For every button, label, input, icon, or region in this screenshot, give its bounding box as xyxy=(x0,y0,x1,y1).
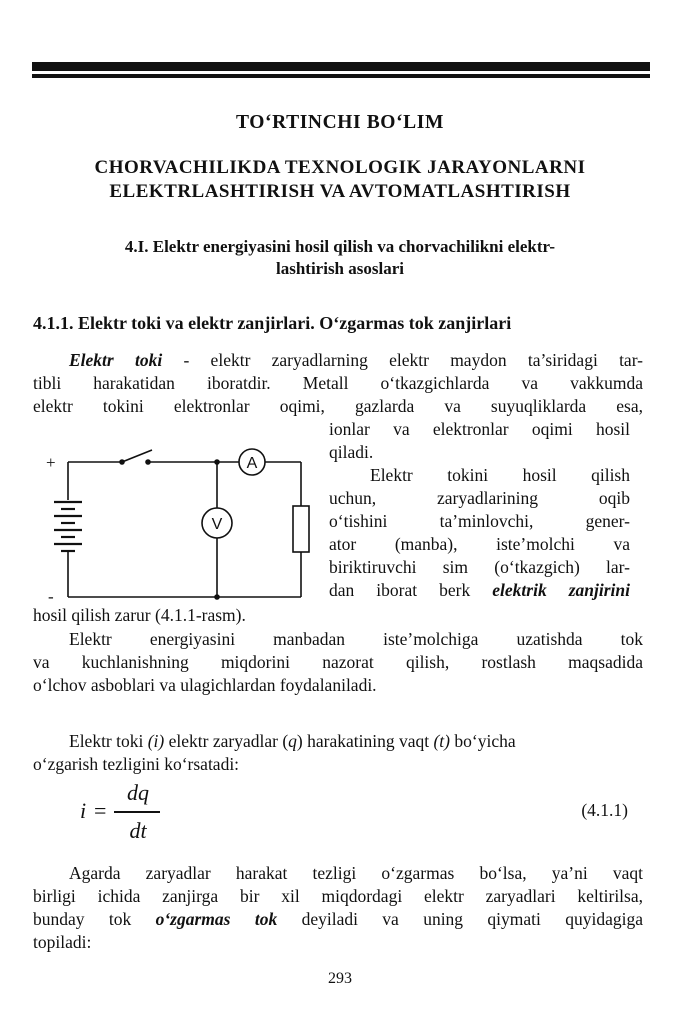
p2-line-7: hosil qilish zarur (4.1.1-rasm). xyxy=(33,605,246,625)
p1-line-3: elektr tokini elektronlar oqimi, gazlarda va suyuqliklarda esa, xyxy=(33,396,643,416)
term-elektr-toki: Elektr toki xyxy=(69,350,163,370)
p2-line-5: biriktiruvchi sim (o‘tkazgich) lar- xyxy=(329,557,630,577)
battery-cells xyxy=(54,502,82,551)
formula-equals: = xyxy=(94,798,107,823)
chapter-title xyxy=(30,156,650,204)
plus-terminal-label: + xyxy=(46,453,56,472)
p5-line-3 xyxy=(33,908,643,930)
p4-symbol-i: (i) xyxy=(147,731,165,751)
formula-numerator: dq xyxy=(127,780,149,805)
p4-text-e: ) harakatining vaqt xyxy=(296,731,434,751)
p3-line-2: va kuchlanishning miqdorini nazorat qilish, rostlash maqsadida xyxy=(33,652,643,672)
p4-text-c: elektr zaryadlar ( xyxy=(164,731,289,751)
p1-line-1-text: - elektr zaryadlarning elektr maydon ta’siridagi tar- xyxy=(162,350,644,370)
section-heading xyxy=(40,236,640,280)
formula-lhs: i xyxy=(80,798,87,823)
p1-line-1 xyxy=(33,349,643,371)
circuit-diagram xyxy=(44,440,324,615)
p4-text-g: bo‘yicha xyxy=(450,731,516,751)
section-heading-line-2: lashtirish asoslari xyxy=(276,259,404,278)
p2-line-1: Elektr tokini hosil qilish xyxy=(370,465,630,485)
p5-line-2: birligi ichida zanjirga bir xil miqdordagi elektr zaryadlari keltirilsa, xyxy=(33,886,643,906)
p4-line-2: o‘zgarish tezligini ko‘rsatadi: xyxy=(33,754,240,774)
p5-line-3-text-a: bunday tok xyxy=(33,909,156,929)
section-heading-line-1: 4.I. Elektr energiyasini hosil qilish va chorvachilikni elektr- xyxy=(124,237,556,256)
p4-symbol-q: q xyxy=(288,731,297,751)
p1-line-5: qiladi. xyxy=(329,442,374,462)
p5-line-1 xyxy=(33,862,643,884)
p2-line-2: uchun, zaryadlarining oqib xyxy=(329,488,630,508)
subsection-heading: 4.1.1. Elektr toki va elektr zanjirlari. O‘zgarmas tok zanjirlari xyxy=(33,313,512,333)
p2-line-4: ator (manba), iste’molchi va xyxy=(329,534,630,554)
term-ozgarmas-tok: o‘zgarmas tok xyxy=(155,909,278,929)
p1-line-2: tibli harakatidan iboratdir. Metall o‘tkazgichlarda va vakkumda xyxy=(33,373,643,393)
p3-line-1-text: Elektr energiyasini manbadan iste’molchiga uzatishda tok xyxy=(69,629,643,649)
switch-pivot xyxy=(120,460,124,464)
formula-tag: (4.1.1) xyxy=(581,800,628,820)
p2-line-6 xyxy=(329,579,630,601)
minus-terminal-label: - xyxy=(48,587,54,606)
formula-4-1-1 xyxy=(80,780,640,850)
p4-line-1 xyxy=(69,730,516,752)
p4-symbol-t: (t) xyxy=(433,731,450,751)
page-number: 293 xyxy=(328,970,352,987)
voltmeter-label: V xyxy=(211,516,223,533)
header-rule-thin xyxy=(32,74,650,78)
load-resistor xyxy=(293,506,309,552)
p3-line-1 xyxy=(33,628,643,650)
p2-line-6-text: dan iborat berk xyxy=(329,580,493,600)
p5-line-3-text-b: deyiladi va uning qiymati quyidagiga xyxy=(277,909,643,929)
formula-fraction-bar xyxy=(114,811,160,813)
ammeter-label: A xyxy=(246,455,258,472)
term-elektrik-zanjir: elektrik zanjirini xyxy=(492,580,631,600)
p3-line-3: o‘lchov asboblari va ulagichlardan foydalaniladi. xyxy=(33,675,377,695)
formula-denominator: dt xyxy=(129,818,147,843)
header-rule-thick xyxy=(32,62,650,71)
p4-text-a: Elektr toki xyxy=(69,731,148,751)
p5-line-1-text: Agarda zaryadlar harakat tezligi o‘zgarmas bo‘lsa, ya’ni vaqt xyxy=(69,863,643,883)
part-heading: TO‘RTINCHI BO‘LIM xyxy=(236,112,444,133)
p5-line-4: topiladi: xyxy=(33,932,92,952)
p2-line-3: o‘tishini ta’minlovchi, gener- xyxy=(329,511,630,531)
chapter-title-line-1: CHORVACHILIKDA TEXNOLOGIK JARAYONLARNI xyxy=(94,157,586,178)
p1-line-4: ionlar va elektronlar oqimi hosil xyxy=(329,419,630,439)
chapter-title-line-2: ELEKTRLASHTIRISH VA AVTOMATLASHTIRISH xyxy=(109,181,571,202)
